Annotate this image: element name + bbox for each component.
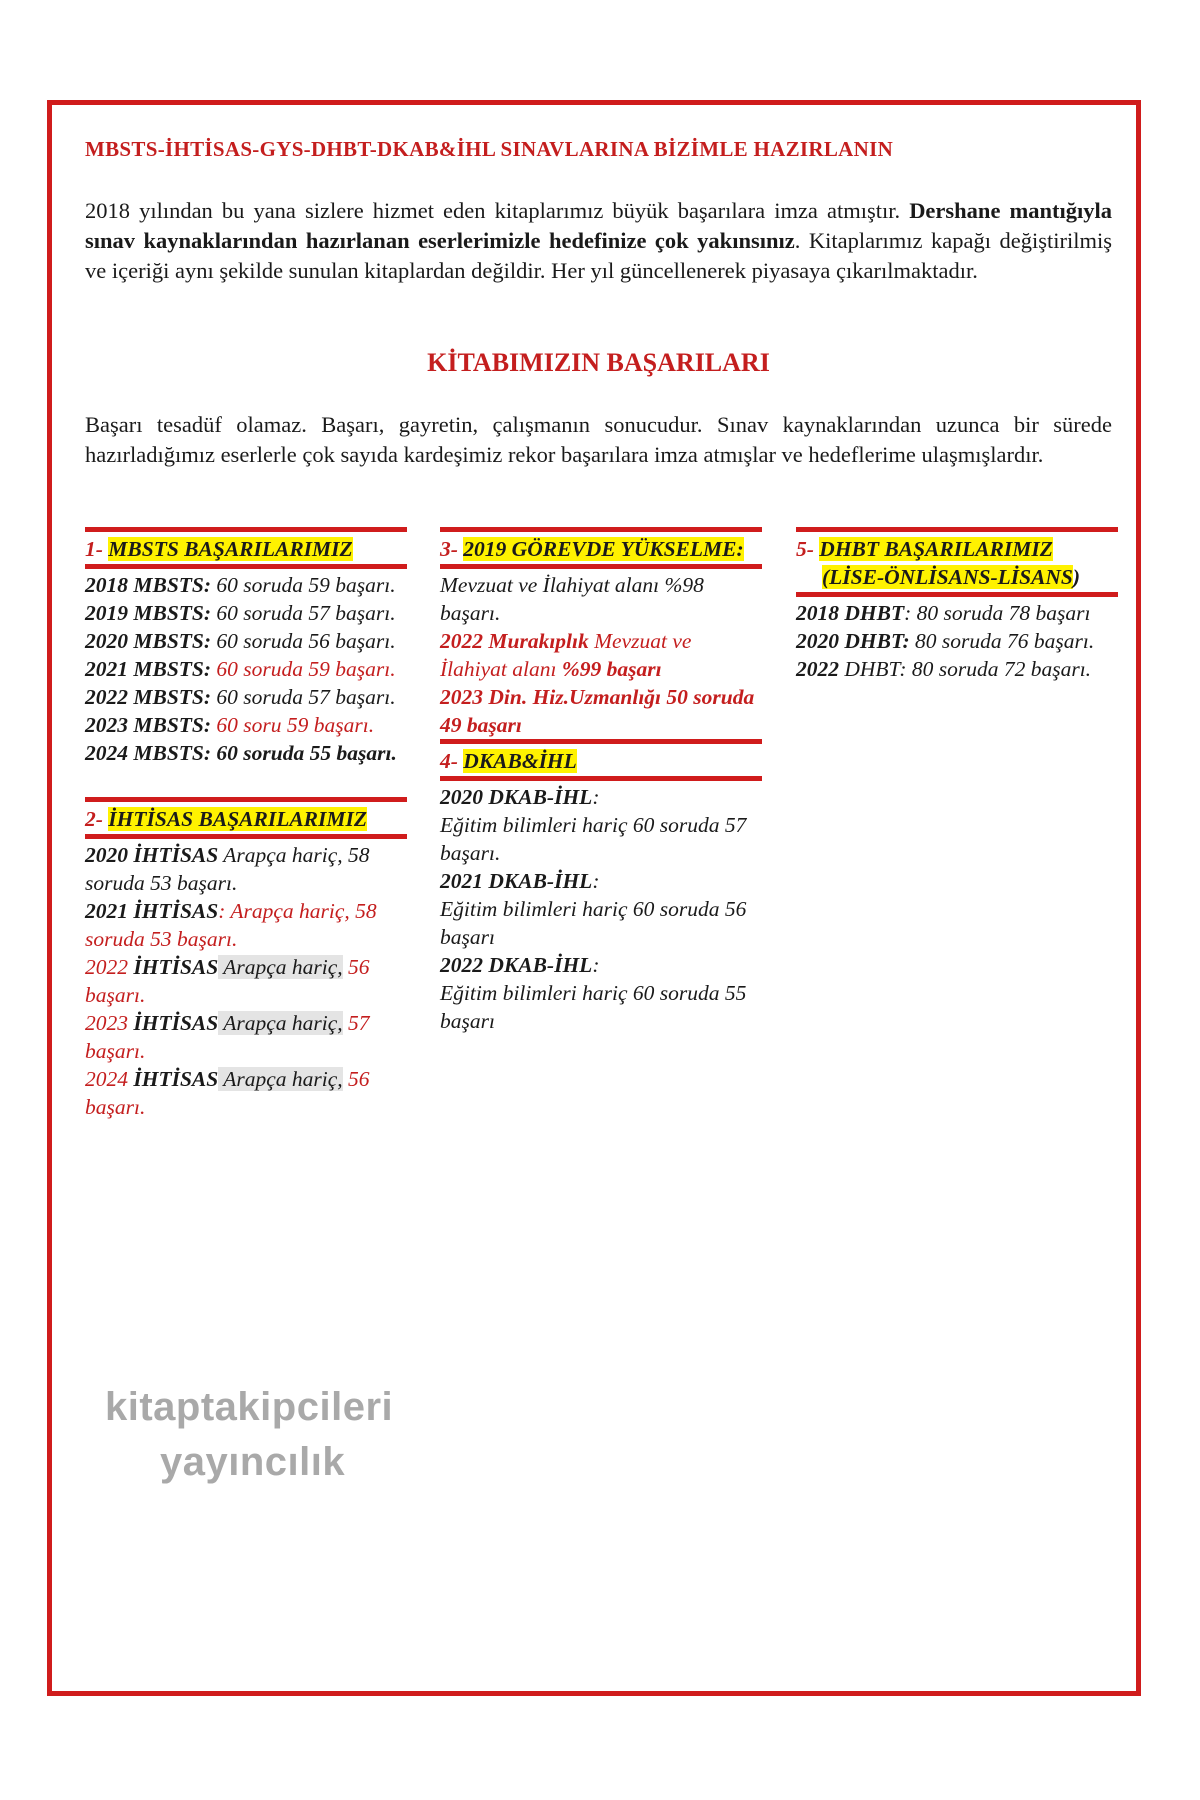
entry-label: 2024 MBSTS: [85,741,212,765]
list-item [796,599,1118,627]
section-intro-paragraph: Başarı tesadüf olamaz. Başarı, gayretin, çalışmanın sonucudur. Sınav kaynaklarından uzunca bir sürede hazırladığımız eserlerle çok sayıda kardeşimiz rekor başarılara imza atmışlar ve hedeflerime ulaşmışlardır. [85,412,1112,467]
entry-text: 60 soruda 57 başarı. [211,601,396,625]
entry-label: 2022 Murakıplık [440,629,589,653]
ihtisas-number: 2- [85,807,109,831]
entry-text: 60 soruda 57 başarı. [211,685,396,709]
entry-text: 60 soruda 59 başarı. [211,657,396,681]
gorevde-title: 2019 GÖREVDE YÜKSELME: [463,537,744,561]
entry-label: 2020 MBSTS: [85,629,212,653]
entry-highlight: %99 başarı [561,657,662,681]
dhbt-number: 5- [796,537,820,561]
intro-text-1: 2018 yılından bu yana sizlere hizmet eden kitaplarımız büyük başarılara imza atmıştır. [85,198,910,223]
watermark-line-2: yayıncılık [160,1440,346,1484]
ihtisas-header [85,797,407,839]
list-item [85,571,407,599]
entry-label: İHTİSAS [128,1067,219,1091]
entry-text: 57 başarı. [85,1011,370,1063]
entry-text: Eğitim bilimleri hariç 60 soruda 55 başarı [440,981,747,1033]
dhbt-header [796,527,1118,597]
gorevde-number: 3- [440,537,464,561]
dhbt-subtitle: (LİSE-ÖNLİSANS-LİSANS [822,565,1073,589]
list-item [440,627,762,683]
list-item: 2021 DKAB-İHL: Eğitim bilimleri hariç 60 soruda 56 başarı [440,869,747,949]
entry-year: 2022 [85,955,128,979]
entry-text: Mevzuat ve İlahiyat alanı [440,629,692,681]
entry-year: 2023 [85,1011,128,1035]
intro-text-2: . Kitaplarımız kapağı değiştirilmiş ve içeriği aynı şekilde sunulan kitaplardan değildir. Her yıl güncellenerek piyasaya çıkarılmaktadır. [85,228,1112,283]
list-item [796,627,1118,655]
entry-label: 2021 DKAB-İHL [440,869,593,893]
entry-text: Eğitim bilimleri hariç 60 soruda 56 başarı [440,897,747,949]
list-item [85,739,407,767]
list-item [85,1009,407,1065]
list-item [85,627,407,655]
entry-text: 2023 Din. Hiz.Uzmanlığı 50 soruda 49 başarı [440,685,755,737]
entry-text: : Arapça hariç, 58 soruda 53 başarı. [85,899,377,951]
entry-note: Arapça hariç, [218,1011,343,1035]
column-middle [440,527,762,1035]
entry-label: 2022 [796,657,839,681]
entry-text: : 80 soruda 78 başarı [904,601,1091,625]
entry-text: 56 başarı. [85,955,370,1007]
entry-label: 2020 DKAB-İHL [440,785,593,809]
dhbt-subtitle-close: ) [1072,565,1081,589]
intro-text-bold: Dershane mantığıyla sınav kaynaklarından hazırlanan eserlerimizle hedefinize çok yakınsınız [85,198,1112,253]
dkab-title: DKAB&İHL [463,749,577,773]
entry-text: 56 başarı. [85,1067,370,1119]
dkab-header [440,739,762,781]
entry-label: 2022 DKAB-İHL [440,953,593,977]
entry-text: Arapça hariç, 58 soruda 53 başarı. [85,843,370,895]
entry-text: 60 soruda 59 başarı. [211,573,396,597]
entry-text: DHBT: 80 soruda 72 başarı. [839,657,1092,681]
ihtisas-title: İHTİSAS BAŞARILARIMIZ [108,807,368,831]
entry-year: 2024 [85,1067,128,1091]
dkab-number: 4- [440,749,464,773]
entry-label: 2018 DHBT [796,601,905,625]
list-item: 2020 DKAB-İHL: Eğitim bilimleri hariç 60 soruda 57 başarı. [440,785,747,865]
list-item [440,683,762,739]
entry-label: 2022 MBSTS: [85,685,212,709]
entry-label: İHTİSAS [128,955,219,979]
list-item [85,655,407,683]
entry-note: Arapça hariç, [218,1067,343,1091]
gorevde-header [440,527,762,569]
entry-text: 60 soruda 56 başarı. [211,629,396,653]
entry-label: 2020 İHTİSAS [85,843,219,867]
watermark-line-1: kitaptakipcileri [105,1385,394,1429]
list-item [85,897,407,953]
entry-label: 2019 MBSTS: [85,601,212,625]
entry-text: 80 soruda 76 başarı. [909,629,1095,653]
list-item: 2022 DKAB-İHL: Eğitim bilimleri hariç 60 soruda 55 başarı [440,953,747,1033]
page-headline: MBSTS-İHTİSAS-GYS-DHBT-DKAB&İHL SINAVLARINA BİZİMLE HAZIRLANIN [85,137,894,161]
mbsts-number: 1- [85,537,109,561]
list-item [85,599,407,627]
dhbt-title: DHBT BAŞARILARIMIZ [819,537,1053,561]
entry-text: 60 soru 59 başarı. [211,713,375,737]
entry-text: 60 soruda 55 başarı. [211,741,397,765]
entry-label: 2018 MBSTS: [85,573,212,597]
entry-text: Mevzuat ve İlahiyat alanı %98 başarı. [440,573,704,625]
column-right [796,527,1118,683]
list-item [85,953,407,1009]
intro-paragraph [85,196,1112,286]
entry-label: 2020 DHBT: [796,629,910,653]
mbsts-header [85,527,407,569]
entry-label: 2021 İHTİSAS [85,899,219,923]
list-item [85,711,407,739]
entry-note: Arapça hariç, [218,955,343,979]
mbsts-title: MBSTS BAŞARILARIMIZ [108,537,353,561]
entry-text: Eğitim bilimleri hariç 60 soruda 57 başarı. [440,813,747,865]
list-item [440,571,762,627]
list-item [85,683,407,711]
list-item [85,1065,407,1121]
entry-label: İHTİSAS [128,1011,219,1035]
list-item [85,841,407,897]
entry-label: 2023 MBSTS: [85,713,212,737]
entry-label: 2021 MBSTS: [85,657,212,681]
column-left [85,527,407,1121]
section-title: KİTABIMIZIN BAŞARILARI [427,348,770,377]
list-item [796,655,1118,683]
